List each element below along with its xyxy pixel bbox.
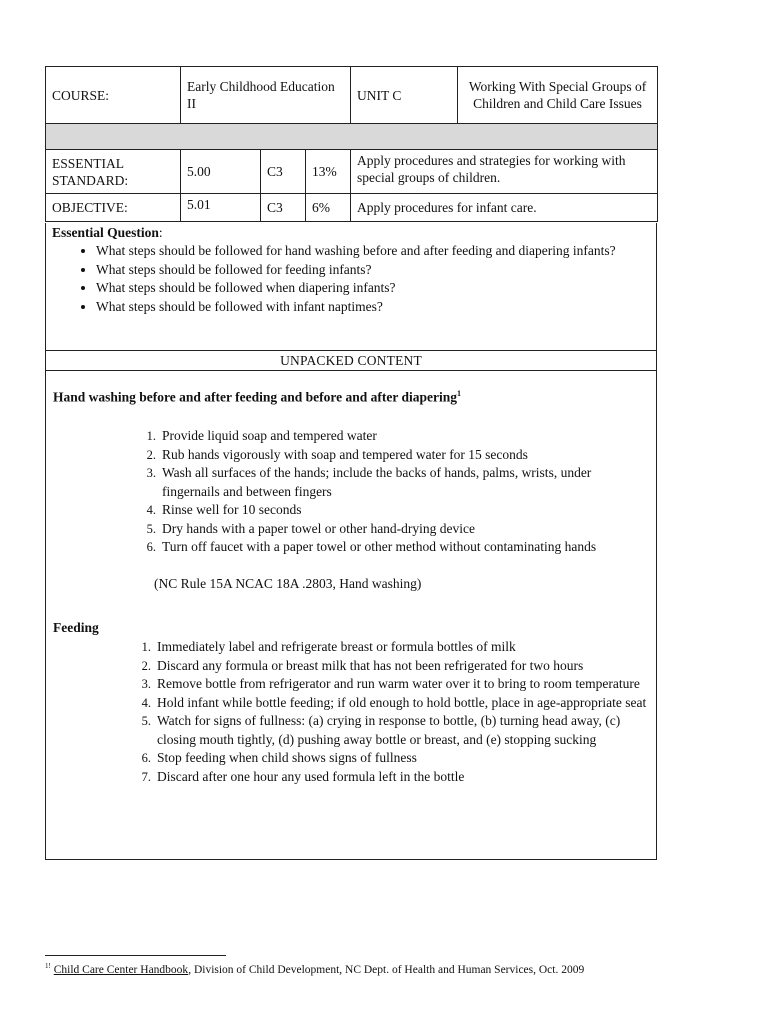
shaded-divider-row — [46, 124, 658, 150]
essential-question-heading: Essential Question: — [52, 225, 163, 240]
hand-washing-steps — [126, 427, 646, 557]
footnote-source-title: Child Care Center Handbook — [53, 963, 189, 976]
list-item: • What steps should be followed when diapering infants? — [96, 279, 650, 298]
hand-washing-heading: Hand washing before and after feeding and before and after diapering$^1$ — [53, 389, 462, 405]
list-item: 2. Discard any formula or breast milk that has not been refrigerated for two hours — [141, 657, 584, 673]
list-item: 3. Remove bottle from refrigerator and run warm water over it to bring to room temperature — [141, 676, 640, 691]
objective-text: Apply procedures for infant care. — [351, 194, 658, 222]
objective-label: OBJECTIVE: — [46, 194, 181, 222]
list-item: • What steps should be followed for feeding infants? — [96, 261, 650, 280]
unpacked-content-heading: UNPACKED CONTENT — [45, 351, 657, 371]
objective-weight: 6% — [306, 194, 351, 222]
nc-rule-citation: (NC Rule 15A NCAC 18A .2803, Hand washing) — [154, 576, 422, 591]
list-item: 1. Provide liquid soap and tempered water — [146, 428, 377, 443]
list-item: 5. Watch for signs of fullness: (a) crying in response to bottle, (b) turning head away, (c) closing mouth tightly, (d) pushing away bottle or breast, and (e) stopping sucking — [141, 713, 621, 747]
list-item: 7. Discard after one hour any used formula left in the bottle — [141, 768, 465, 784]
essential-standard-weight: 13% — [306, 150, 351, 194]
unpacked-content-box — [45, 371, 657, 860]
list-item: 1. Immediately label and refrigerate breast or formula bottles of milk — [141, 639, 516, 654]
objective-level: C3 — [261, 194, 306, 222]
course-label: COURSE: — [46, 67, 181, 124]
list-item: 6. Turn off faucet with a paper towel or other method without contaminating hands — [146, 539, 597, 554]
list-item: 6. Stop feeding when child shows signs of fullness — [141, 750, 417, 765]
course-value: Early Childhood Education II — [181, 67, 351, 124]
feeding-heading: Feeding — [53, 620, 99, 635]
footnote-marker: 1! — [45, 962, 51, 970]
footnote — [45, 962, 584, 976]
unit-title: Working With Special Groups of Children and Child Care Issues — [458, 67, 658, 124]
footnote-separator — [45, 955, 226, 956]
essential-standard-text: Apply procedures and strategies for working with special groups of children. — [351, 150, 658, 194]
list-item: 2. Rub hands vigorously with soap and tempered water for 15 seconds — [146, 446, 528, 462]
essential-standard-level: C3 — [261, 150, 306, 194]
objective-number: 5.01 — [181, 194, 261, 222]
list-item: 5. Dry hands with a paper towel or other hand-drying device — [146, 520, 476, 536]
list-item: 3. Wash all surfaces of the hands; include the backs of hands, palms, wrists, under fingernails and between fingers — [146, 465, 592, 499]
essential-standard-label: ESSENTIAL STANDARD: — [46, 150, 181, 194]
unit-label: UNIT C — [351, 67, 458, 124]
list-item: • What steps should be followed with infant naptimes? — [96, 298, 650, 317]
essential-question-list — [52, 242, 650, 316]
essential-standard-number: 5.00 — [181, 150, 261, 194]
essential-question-box — [45, 223, 657, 351]
feeding-steps — [121, 638, 651, 786]
list-item: 4. Rinse well for 10 seconds — [146, 502, 302, 517]
course-header-table — [45, 66, 658, 222]
footnote-source-details: , Division of Child Development, NC Dept. of Health and Human Services, Oct. 2009 — [188, 963, 585, 976]
list-item: 4. Hold infant while bottle feeding; if old enough to hold bottle, place in age-appropriate seat — [141, 694, 647, 710]
footnote-reference: 1 — [457, 389, 462, 398]
list-item: • What steps should be followed for hand washing before and after feeding and diapering infants? — [96, 242, 650, 261]
